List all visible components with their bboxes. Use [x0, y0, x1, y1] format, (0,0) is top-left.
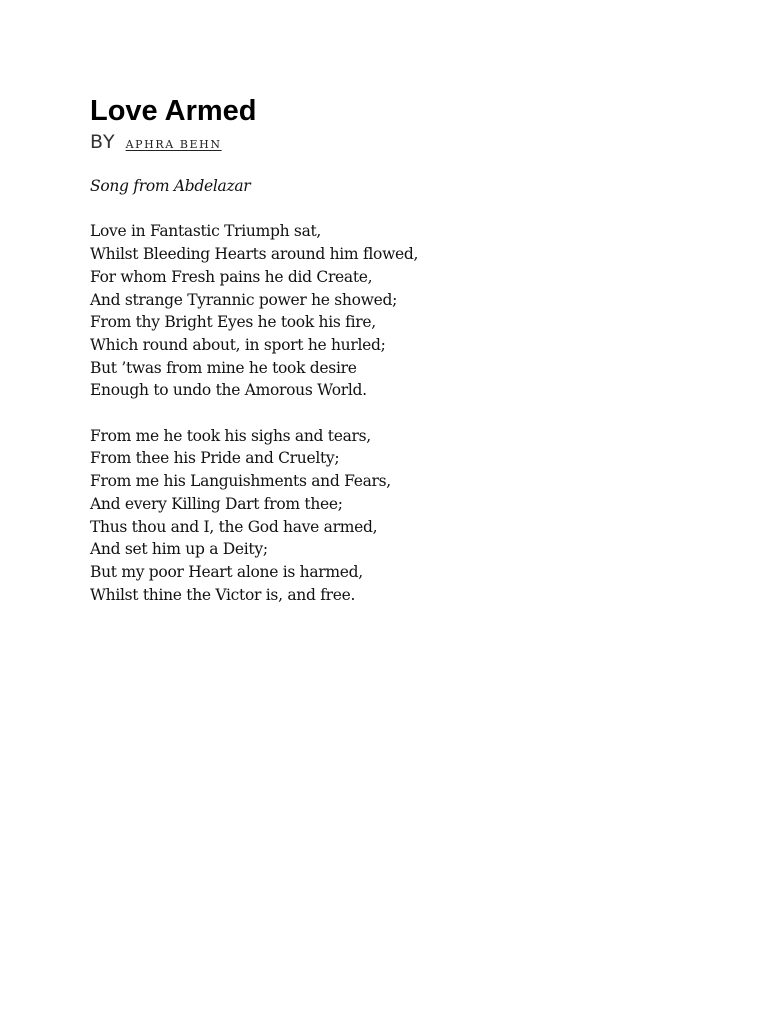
poem-line: From thee his Pride and Cruelty; [90, 449, 340, 468]
poem-line: But my poor Heart alone is harmed, [90, 562, 363, 581]
poem-title: Love Armed [90, 95, 257, 127]
poem-line: And set him up a Deity; [90, 540, 268, 559]
poem-line: For whom Fresh pains he did Create, [90, 267, 373, 286]
poem-page [90, 93, 710, 606]
poem-line: Enough to undo the Amorous World. [90, 381, 367, 400]
poem-subtitle: Song from Abdelazar [90, 177, 251, 195]
poem-line: Whilst thine the Victor is, and free. [90, 585, 356, 604]
poem-line: From me his Languishments and Fears, [90, 472, 391, 491]
poem-line: Whilst Bleeding Hearts around him flowed, [90, 245, 419, 264]
poem-line: Thus thou and I, the God have armed, [90, 517, 378, 536]
stanza-1 [90, 220, 710, 402]
poem-line: And every Killing Dart from thee; [90, 494, 343, 513]
poem-line: From me he took his sighs and tears, [90, 426, 371, 445]
poem-line: And strange Tyrannic power he showed; [90, 290, 398, 309]
author-link[interactable]: APHRA BEHN [125, 138, 222, 151]
poem-line: But ’twas from mine he took desire [90, 358, 357, 377]
byline [90, 129, 710, 155]
by-label: BY [90, 131, 116, 153]
poem-line: From thy Bright Eyes he took his fire, [90, 313, 376, 332]
poem-line: Which round about, in sport he hurled; [90, 335, 386, 354]
stanza-2 [90, 425, 710, 607]
poem-line: Love in Fantastic Triumph sat, [90, 222, 322, 241]
